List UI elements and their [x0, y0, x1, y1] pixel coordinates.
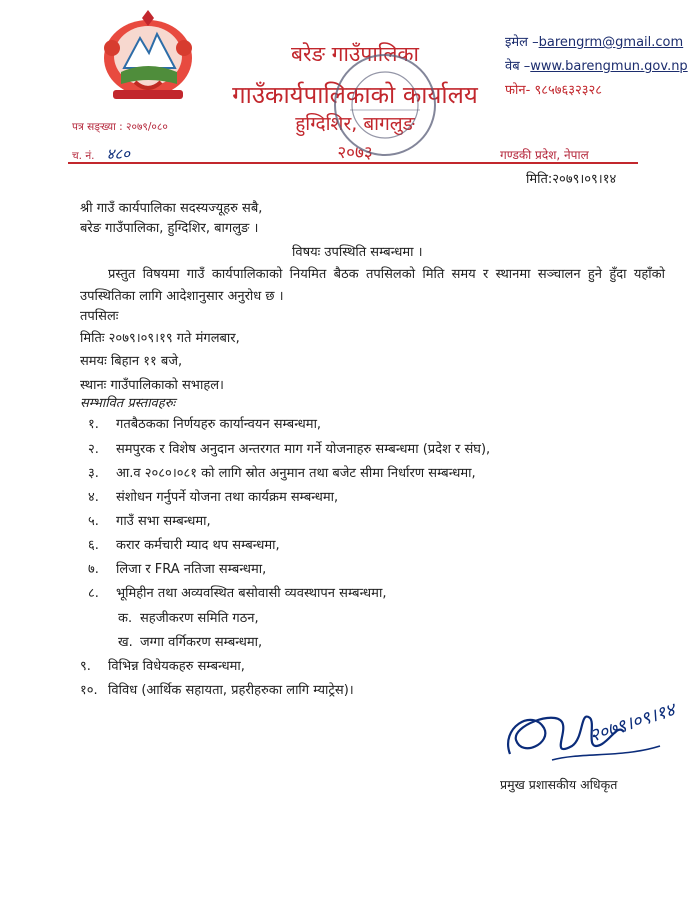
- sub-agenda-item: ख. जग्गा वर्गिकरण सम्बन्धमा,: [118, 635, 263, 650]
- email-row: इमेल –barengrm@gmail.com: [505, 35, 684, 50]
- agenda-item: १. गतबैठकका निर्णयहरु कार्यान्वयन सम्बन्धमा,: [88, 417, 322, 432]
- body-paragraph: प्रस्तुत विषयमा गाउँ कार्यपालिकाको नियमित बैठक तपसिलको मिति समय र स्थानमा सञ्चालन हुने हुँदा यहाँको उपस्थितिका लागि आदेशानुसार अनुरोध छ ।: [80, 267, 665, 304]
- proposals-heading: सम्भावित प्रस्तावहरुः: [80, 396, 176, 411]
- established-year: २०७३: [337, 143, 373, 163]
- subject-line: विषयः उपस्थिति सम्बन्धमा ।: [292, 245, 423, 260]
- dispatch-row: [72, 144, 130, 164]
- web-label: वेब: [505, 59, 520, 74]
- phone-row: [505, 80, 602, 98]
- office-stamp-icon: [330, 50, 440, 160]
- agenda-item: ६. करार कर्मचारी म्याद थप सम्बन्धमा,: [88, 538, 280, 553]
- agenda-item: २. समपुरक र विशेष अनुदान अन्तरगत माग गर्ने योजनाहरु सम्बन्धमा (प्रदेश र संघ),: [88, 442, 491, 457]
- phone-label: फोन-: [505, 83, 531, 98]
- phone-number: ९८५७६३२३२८: [534, 83, 603, 98]
- signatory-title: प्रमुख प्रशासकीय अधिकृत: [500, 777, 618, 792]
- header-divider: [68, 162, 638, 164]
- agenda-item: १०. विविध (आर्थिक सहायता, प्रहरीहरुका लागि म्याट्रेस)।: [80, 683, 354, 698]
- agenda-item: ५. गाउँ सभा सम्बन्धमा,: [88, 514, 211, 529]
- province-label: गण्डकी प्रदेश, नेपाल: [500, 148, 589, 162]
- schedule-label: तपसिलः: [80, 309, 119, 324]
- agenda-item: ४. संशोधन गर्नुपर्ने योजना तथा कार्यक्रम सम्बन्धमा,: [88, 490, 339, 505]
- dispatch-number: ४८०: [106, 145, 130, 163]
- email-label: इमेल: [505, 35, 528, 50]
- agenda-item: ८. भूमिहीन तथा अव्यवस्थित बसोवासी व्यवस्थापन सम्बन्धमा,: [88, 586, 387, 601]
- office-subtitle: गाउँकार्यपालिकाको कार्यालय: [232, 81, 478, 109]
- nepal-emblem-icon: [95, 8, 201, 102]
- sub-agenda-item: क. सहजीकरण समिति गठन,: [118, 611, 259, 626]
- meeting-time: समयः बिहान ११ बजे,: [80, 354, 183, 369]
- agenda-item: ९. विभिन्न विधेयकहरु सम्बन्धमा,: [80, 659, 245, 674]
- meeting-place: स्थानः गाउँपालिकाको सभाहल।: [80, 378, 224, 393]
- website-link[interactable]: www.barengmun.gov.np: [530, 59, 688, 74]
- agenda-item: ७. लिजा र FRA नतिजा सम्बन्धमा,: [88, 562, 267, 577]
- agenda-item: ३. आ.व २०८०।०८१ को लागि स्रोत अनुमान तथा बजेट सीमा निर्धारण सम्बन्धमा,: [88, 466, 476, 481]
- office-address: हुग्दिशिर, बागलुङ: [295, 113, 415, 135]
- web-row: वेब –www.barengmun.gov.np: [505, 59, 688, 74]
- dispatch-label: च. नं.: [72, 150, 95, 162]
- letter-date: मिति:२०७९।०९।१४: [526, 172, 617, 187]
- meeting-date: मितिः २०७९।०९।१९ गते मंगलबार,: [80, 331, 240, 346]
- recipient-line-2: बरेङ गाउँपालिका, हुग्दिशिर, बागलुङ ।: [80, 221, 259, 236]
- signature-date: २०७९।०९।१४: [587, 699, 678, 747]
- recipient-line-1: श्री गाउँ कार्यपालिका सदस्यज्यूहरु सबै,: [80, 201, 263, 216]
- letter-ref: पत्र सङ्ख्या : २०७९/०८०: [72, 121, 168, 133]
- office-name: बरेङ गाउँपालिका: [290, 42, 419, 66]
- signature-icon: [492, 688, 692, 780]
- email-link[interactable]: barengrm@gmail.com: [538, 35, 684, 50]
